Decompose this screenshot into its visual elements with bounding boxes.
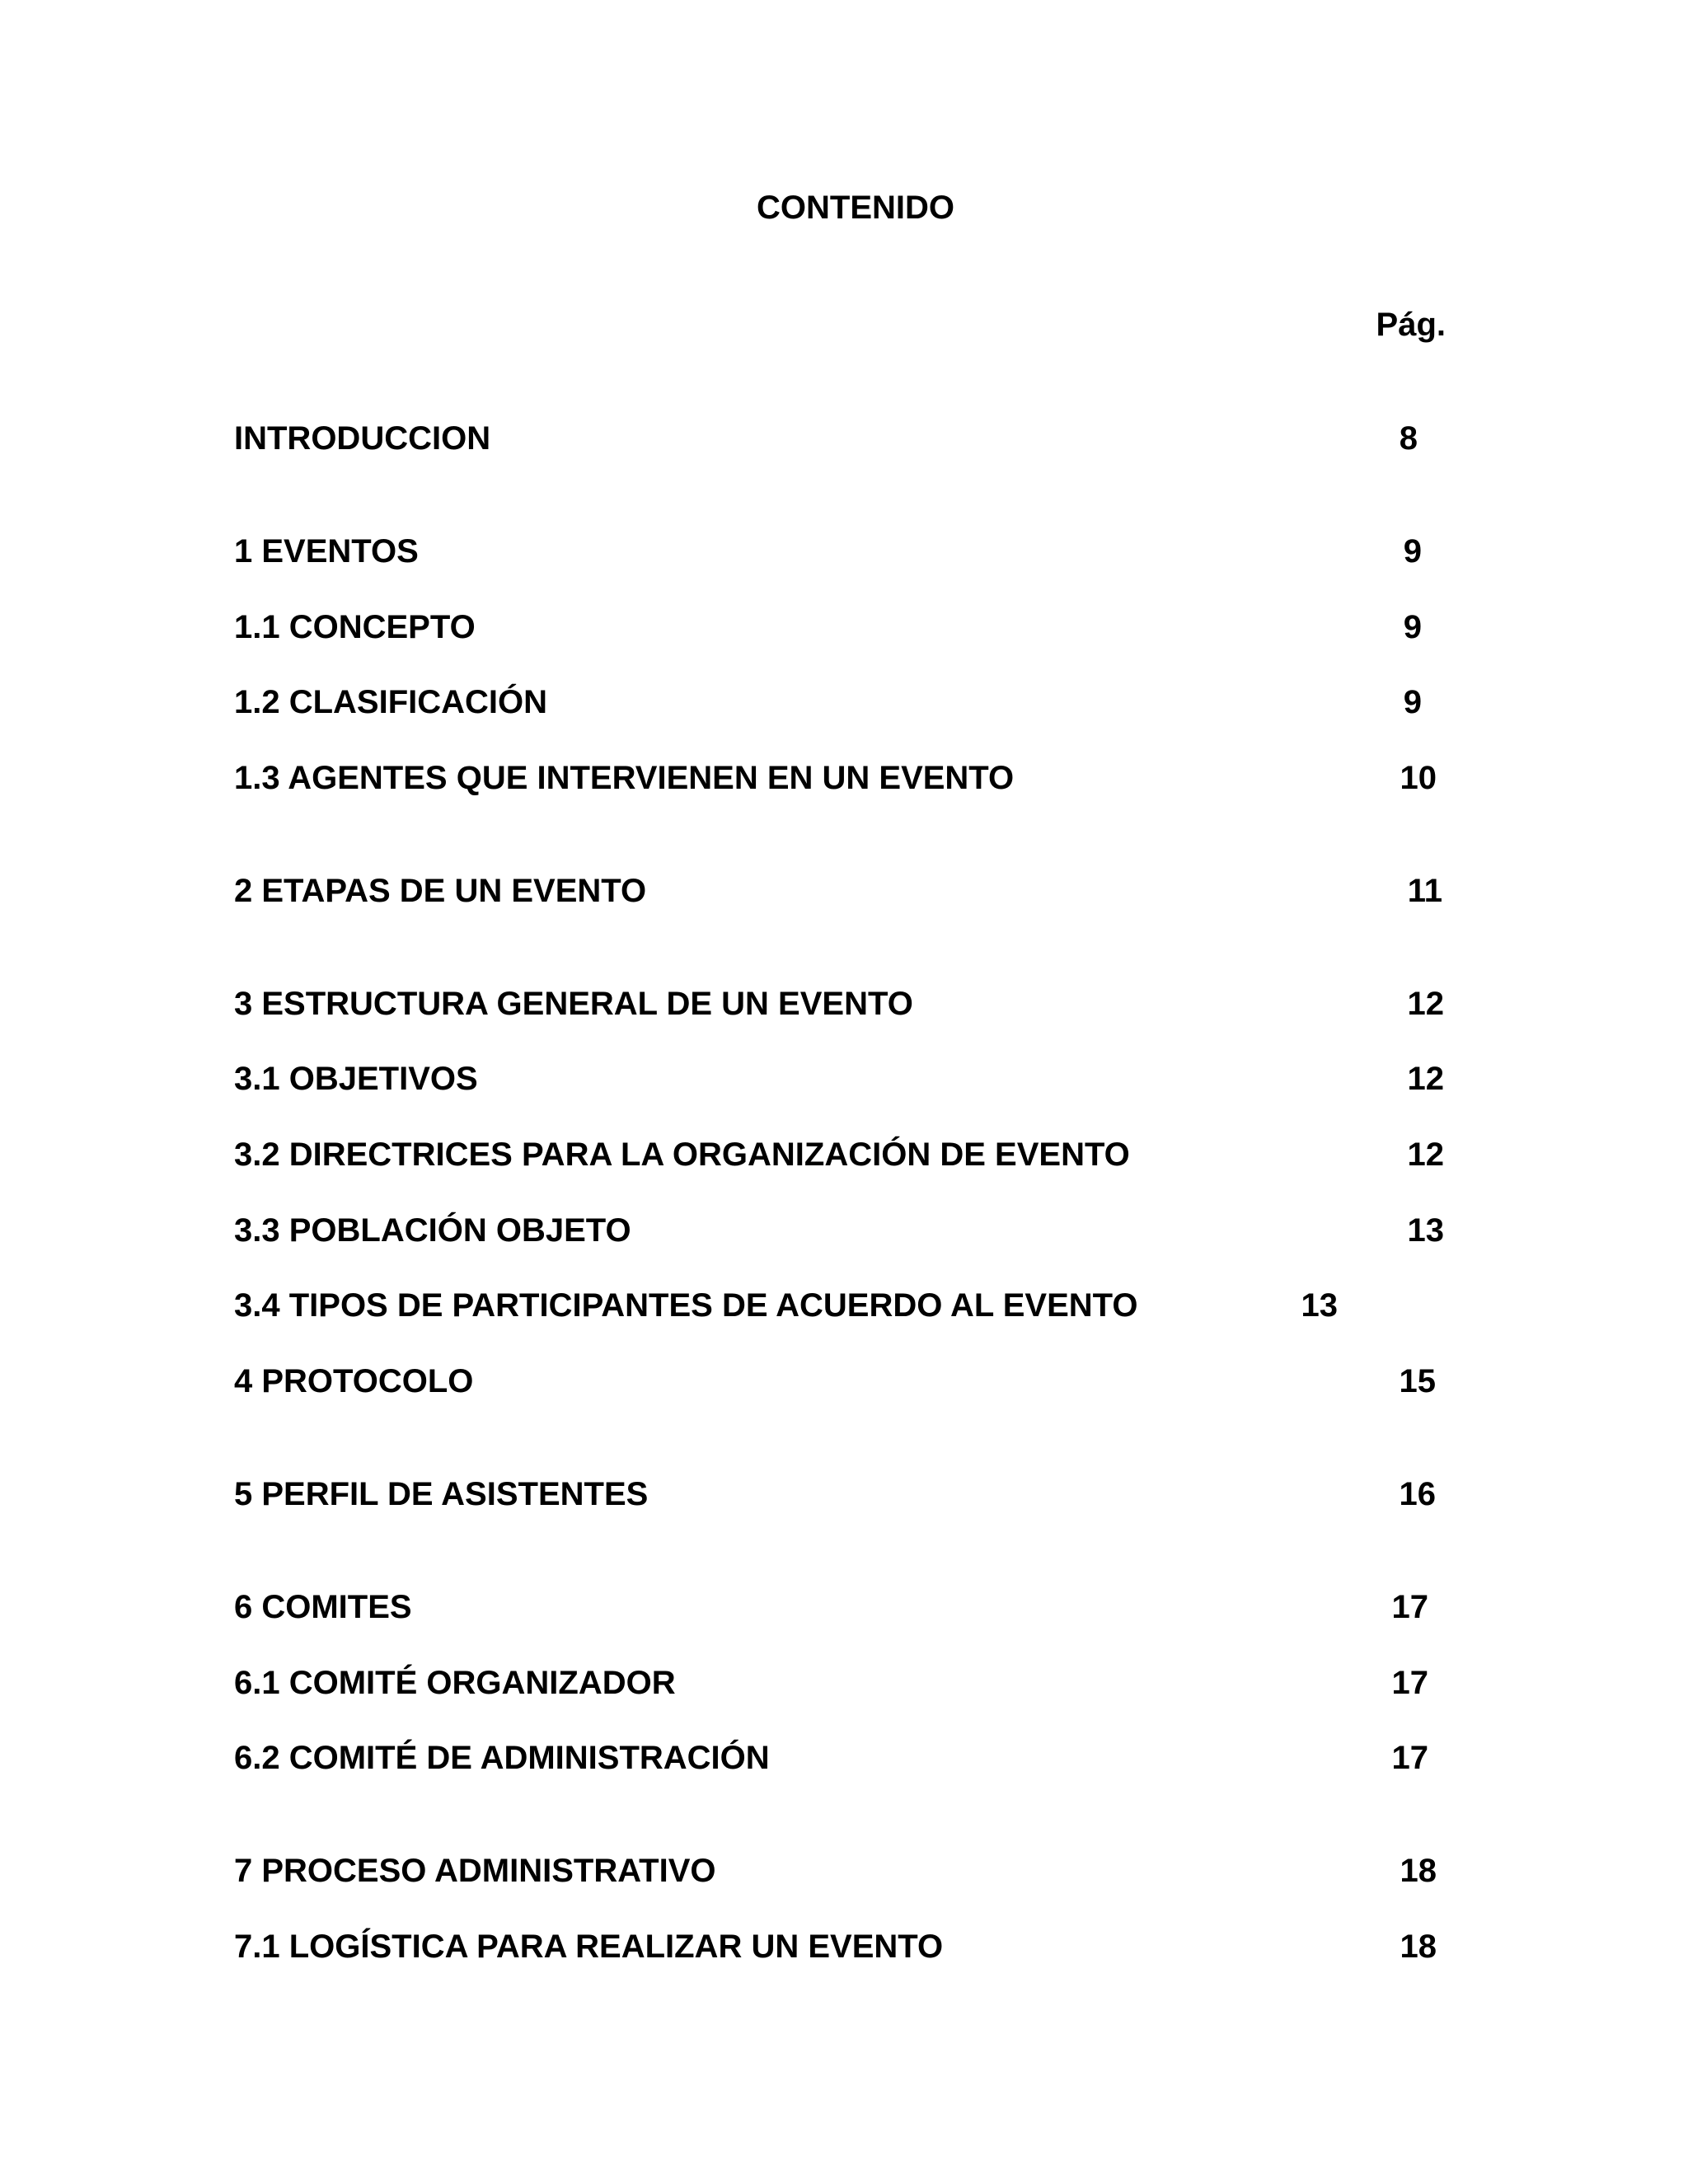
toc-entry-page: 17 [1391, 1589, 1428, 1625]
toc-entry-title: 3.4 TIPOS DE PARTICIPANTES DE ACUERDO AL EVENTO [234, 1287, 1138, 1324]
toc-entry-page: 17 [1391, 1740, 1428, 1776]
toc-entry-title: 1.1 CONCEPTO [234, 609, 476, 645]
toc-entry-page: 12 [1407, 986, 1444, 1022]
toc-entry-page: 10 [1400, 760, 1437, 796]
toc-entry-page: 8 [1399, 420, 1418, 457]
toc-entry-page: 9 [1403, 684, 1422, 720]
page-column-header: Pág. [1376, 307, 1446, 343]
toc-entry-title: 1 EVENTOS [234, 533, 419, 569]
toc-entry-page: 16 [1399, 1476, 1436, 1512]
toc-entry-page: 13 [1407, 1212, 1444, 1249]
toc-entry-title: 6.1 COMITÉ ORGANIZADOR [234, 1665, 676, 1701]
toc-entry-title: 5 PERFIL DE ASISTENTES [234, 1476, 649, 1512]
toc-entry-title: 7 PROCESO ADMINISTRATIVO [234, 1853, 716, 1889]
toc-entry-page: 9 [1403, 609, 1422, 645]
toc-entry-page: 18 [1400, 1929, 1437, 1965]
toc-entry-page: 9 [1403, 533, 1422, 569]
toc-entry-page: 12 [1407, 1061, 1444, 1097]
toc-entry-title: 1.2 CLASIFICACIÓN [234, 684, 548, 720]
toc-entry-title: 4 PROTOCOLO [234, 1363, 474, 1399]
page-title-text: CONTENIDO [757, 190, 954, 226]
toc-entry-page: 15 [1399, 1363, 1436, 1399]
toc-entry-title: 2 ETAPAS DE UN EVENTO [234, 873, 647, 909]
toc-entry-title: 3.2 DIRECTRICES PARA LA ORGANIZACIÓN DE EVENTO [234, 1137, 1130, 1173]
toc-entry-title: 3.3 POBLACIÓN OBJETO [234, 1212, 631, 1249]
toc-entry-title: 6 COMITES [234, 1589, 412, 1625]
toc-entry-title: 7.1 LOGÍSTICA PARA REALIZAR UN EVENTO [234, 1929, 944, 1965]
page-title [0, 188, 1688, 227]
toc-entry-title: 3 ESTRUCTURA GENERAL DE UN EVENTO [234, 986, 913, 1022]
toc-entry-page: 11 [1407, 873, 1442, 909]
toc-entry-title: 6.2 COMITÉ DE ADMINISTRACIÓN [234, 1740, 770, 1776]
toc-entry-page: 18 [1400, 1853, 1437, 1889]
toc-entry-title: INTRODUCCION [234, 420, 491, 457]
toc-entry-page: 12 [1407, 1137, 1444, 1173]
toc-entry-page: 17 [1391, 1665, 1428, 1701]
toc-entry-page: 13 [1301, 1287, 1338, 1324]
toc-entry-title: 3.1 OBJETIVOS [234, 1061, 478, 1097]
toc-entry-title: 1.3 AGENTES QUE INTERVIENEN EN UN EVENTO [234, 760, 1015, 796]
